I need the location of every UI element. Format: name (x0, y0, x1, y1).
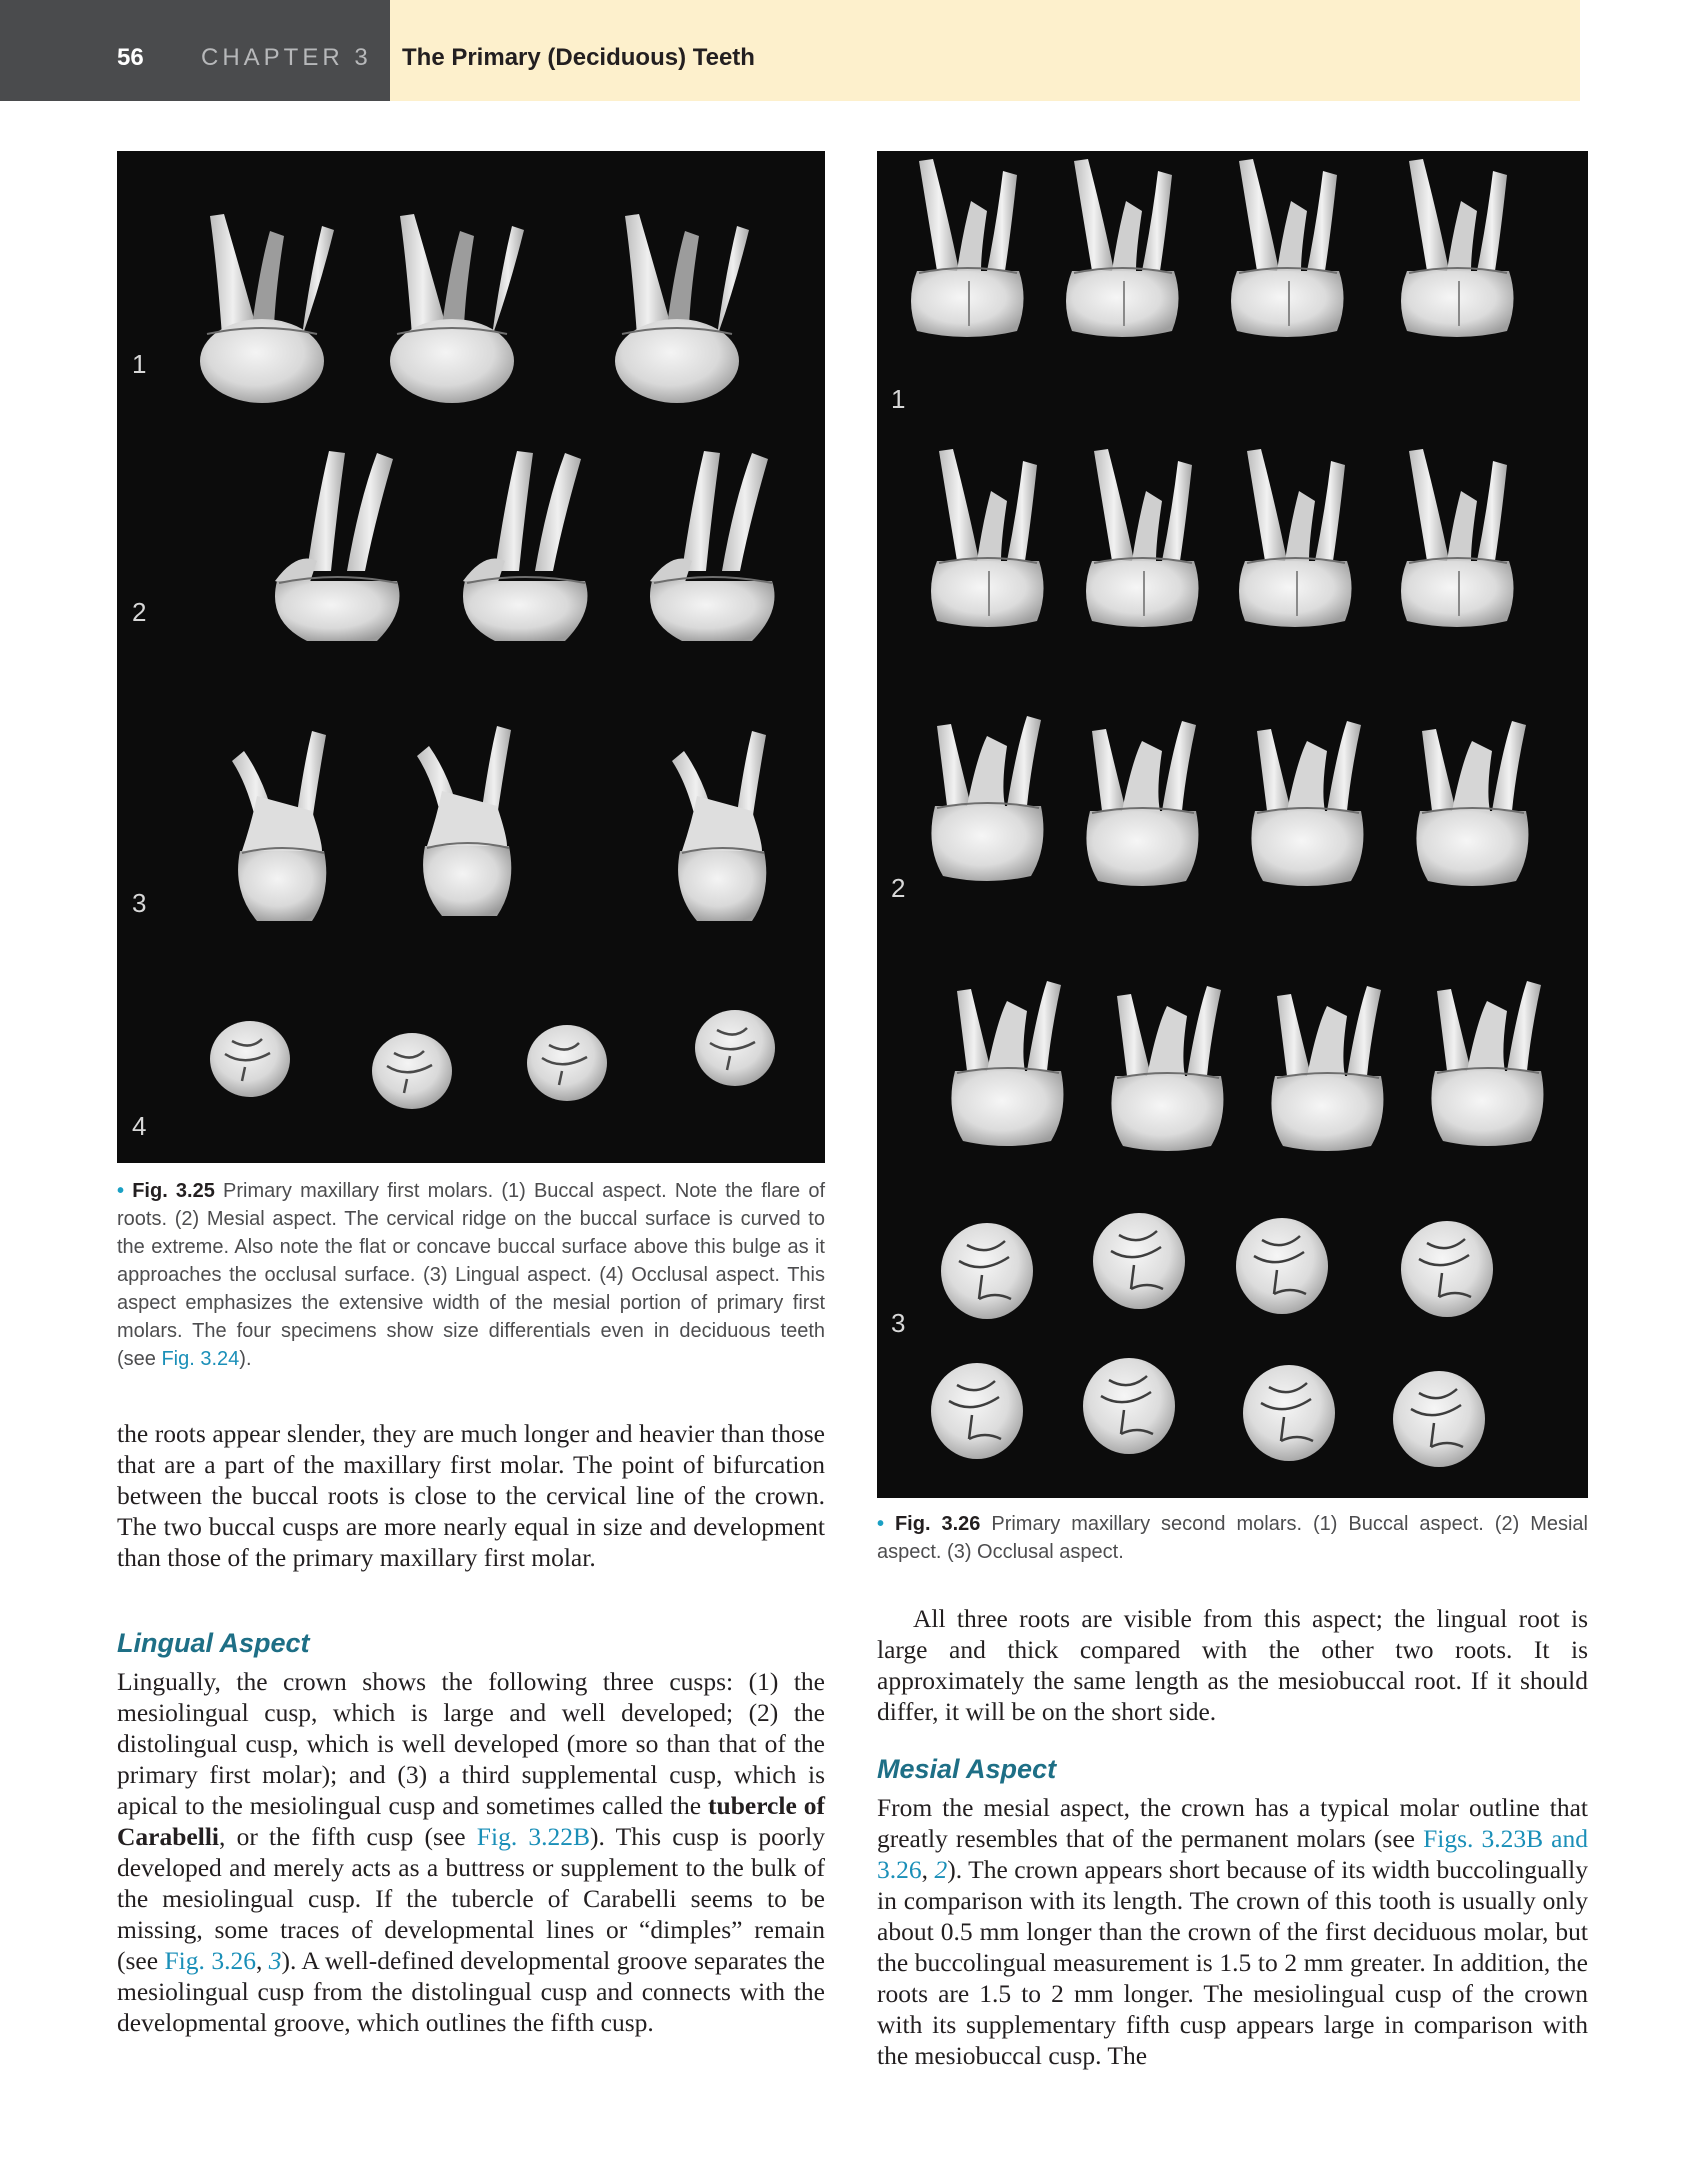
body-paragraph-roots: All three roots are visible from this aspect; the lingual root is large and thick compared with the other two roots. It is approximately the same length as the mesiobuccal root. If it should differ, it will be on the short side. (877, 1604, 1588, 1726)
figure-3-26-row-label: 1 (891, 384, 906, 414)
figure-3-25-row-label: 4 (132, 1111, 147, 1141)
paragraph-text: ). This cusp is poorly developed and merely acts as a buttress or supplement to the bulk of the mesiolingual cusp. If the tubercle of Carabelli seems to be missing, some traces of developmental lines or “dimples” remain (see (117, 1822, 825, 1975)
figure-3-25-row-label: 1 (132, 349, 147, 379)
figure-3-26-caption (877, 1510, 1588, 1566)
figure-3-25-photo (117, 151, 825, 1163)
caption-text-end: ). (239, 1348, 252, 1370)
page-number: 56 (117, 44, 144, 71)
paragraph-text: , (921, 1855, 935, 1884)
figure-3-26-teeth-illustration (877, 151, 1588, 1498)
paragraph-text: From the mesial aspect, the crown has a typical molar outline that greatly resembles that of the permanent molars (see (877, 1793, 1588, 1853)
figure-reference-link[interactable]: Fig. 3.24 (161, 1348, 240, 1370)
chapter-label: CHAPTER 3 (201, 44, 372, 71)
caption-bullet: • (877, 1513, 885, 1535)
section-heading-mesial-aspect: Mesial Aspect (877, 1754, 1057, 1784)
figure-3-26-row-label: 2 (891, 873, 906, 903)
caption-bullet: • (117, 1180, 125, 1202)
figure-3-25-row-label: 3 (132, 888, 147, 918)
body-paragraph-lingual-aspect (117, 1666, 825, 2038)
paragraph-text: , or the fifth cusp (see (219, 1822, 477, 1851)
figure-3-26-photo (877, 151, 1588, 1498)
section-heading-lingual-aspect: Lingual Aspect (117, 1628, 310, 1658)
chapter-title: The Primary (Deciduous) Teeth (402, 44, 755, 71)
caption-figure-label: Fig. 3.26 (894, 1513, 981, 1535)
figure-reference-link[interactable]: Figs. 3.23B and 3.26 (877, 1824, 1588, 1884)
figure-3-25-caption (117, 1177, 825, 1373)
paragraph-text: ). The crown appears short because of its width buccolingually in comparison with its length. The crown of this tooth is usually only about 0.5 mm longer than the crown of the first deciduous molar, but the buccolingual measurement is 1.5 to 2 mm greater. In addition, the roots are 1.5 to 2 mm longer. The mesiolingual cusp of the crown with its supplementary fifth cusp appears large in comparison with the mesiobuccal cusp. The (877, 1855, 1588, 2070)
caption-figure-label: Fig. 3.25 (132, 1180, 215, 1202)
caption-text: Primary maxillary first molars. (1) Buccal aspect. Note the flare of roots. (2) Mesial aspect. The cervical ridge on the buccal surface is curved to the extreme. Also note the flat or concave buccal surface above this bulge as it approaches the occlusal surface. (3) Lingual aspect. (4) Occlusal aspect. This aspect emphasizes the extensive width of the mesial portion of primary first molars. The four specimens show size differentials even in deciduous teeth (see (117, 1180, 825, 1370)
figure-reference-link[interactable]: Fig. 3.26 (164, 1946, 256, 1975)
body-paragraph-mesial-aspect (877, 1792, 1588, 2071)
paragraph-text: Lingually, the crown shows the following three cusps: (1) the mesiolingual cusp, which is large and well developed; (2) the distolingual cusp, which is well developed (more so than that of the primary first molar); and (3) a third supplemental cusp, which is apical to the mesiolingual cusp and sometimes called the (117, 1667, 825, 1820)
body-paragraph-buccal-end: the roots appear slender, they are much longer and heavier than those that are a part of the maxillary first molar. The point of bifurcation between the buccal roots is close to the cervical line of the crown. The two buccal cusps are more nearly equal in size and development than those of the primary maxillary first molar. (117, 1419, 825, 1572)
figure-3-26-row-label: 3 (891, 1308, 906, 1338)
paragraph-text: , (255, 1946, 269, 1975)
key-term: tubercle of Carabelli (117, 1791, 825, 1851)
figure-3-25-row-label: 2 (132, 597, 147, 627)
paragraph-text: ). A well-defined developmental groove separates the mesiolingual cusp from the distolingual cusp and connects with the developmental groove, which outlines the fifth cusp. (117, 1946, 825, 2037)
figure-reference-link[interactable]: 3 (268, 1946, 282, 1975)
figure-reference-link[interactable]: Fig. 3.22B (476, 1822, 591, 1851)
caption-text: Primary maxillary second molars. (1) Buccal aspect. (2) Mesial aspect. (3) Occlusal aspect. (877, 1513, 1588, 1563)
figure-reference-link[interactable]: 2 (934, 1855, 948, 1884)
figure-3-25-teeth-illustration (117, 151, 825, 1163)
